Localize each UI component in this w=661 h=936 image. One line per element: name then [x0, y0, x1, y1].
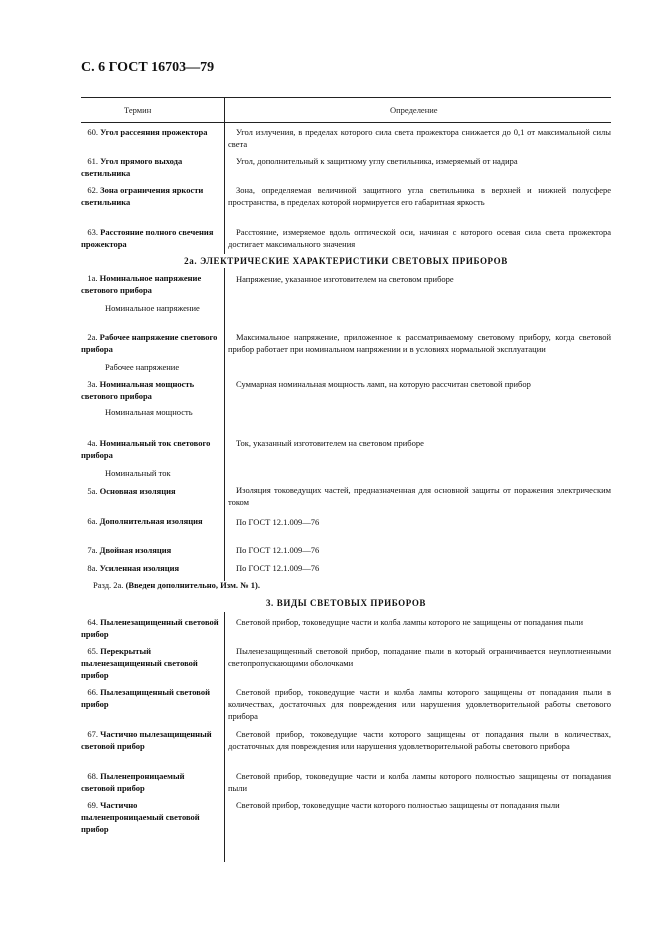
column-divider: [224, 97, 225, 254]
definition-text: Световой прибор, токоведущие части которого полностью защищены от попадания пыли: [236, 800, 560, 810]
term-label: Пыленепроницаемый световой прибор: [81, 771, 185, 793]
term-label: Угол прямого выхода светильника: [81, 156, 183, 178]
column-header-definition: Определение: [390, 105, 438, 115]
definition-text: Световой прибор, токоведущие части и колба лампы которого полностью защищены от попадания пыли: [228, 771, 611, 793]
term-label: Частично пыленепроницаемый световой прибор: [81, 800, 200, 834]
definition-text: Угол, дополнительный к защитному углу светильника, измеряемый от надира: [236, 156, 518, 166]
table-row: 69. Частично пыленепроницаемый световой прибор: [81, 800, 200, 834]
table-row: 65. Перекрытый пыленезащищенный световой прибор: [81, 646, 198, 680]
table-row: 67. Частично пылезащищенный световой прибор: [81, 729, 212, 751]
definition-text: Расстояние, измеряемое вдоль оптической оси, начиная с которого осевая сила света прожектора достигает максимального значения: [228, 227, 611, 249]
synonym-text: Номинальная мощность: [105, 407, 193, 417]
term-label: Угол рассеяния прожектора: [100, 127, 208, 137]
definition-text: Ток, указанный изготовителем на световом приборе: [236, 438, 424, 448]
definition-text: Световой прибор, токоведущие части которого защищены от попадания пыли в количествах, достаточных для повреждения или нарушения удовлетворительной работы светового прибора: [228, 729, 611, 751]
section-heading-3: 3. ВИДЫ СВЕТОВЫХ ПРИБОРОВ: [265, 598, 427, 608]
term-label: Пыленезащищенный световой прибор: [81, 617, 219, 639]
term-label: Зона ограничения яркости светильника: [81, 185, 204, 207]
table-row: 2а. Рабочее напряжение светового прибора: [81, 332, 218, 354]
synonym-text: Номинальный ток: [105, 468, 171, 478]
column-divider: [224, 612, 225, 862]
definition-text: Максимальное напряжение, приложенное к рассматриваемому световому прибору, когда световой прибор работает при номинальном напряжении и в условиях нормальной эксплуатации: [228, 332, 611, 354]
table-row: 4а. Номинальный ток светового прибора: [81, 438, 211, 460]
table-top-rule: [81, 97, 611, 98]
table-row: 60. Угол рассеяния прожектора: [87, 127, 208, 137]
definition-text: По ГОСТ 12.1.009—76: [236, 517, 320, 527]
term-label: Усиленная изоляция: [99, 563, 180, 573]
amendment-note: Разд. 2а. (Введен дополнительно, Изм. № 1).: [93, 580, 260, 590]
term-label: Основная изоляция: [99, 486, 176, 496]
term-label: Частично пылезащищенный световой прибор: [81, 729, 212, 751]
term-label: Двойная изоляция: [99, 545, 172, 555]
definition-text: Пыленезащищенный световой прибор, попадание пыли в который ограничивается неуплотненными светопропускающими оболочками: [228, 646, 611, 668]
table-row: 5а. Основная изоляция: [87, 486, 176, 496]
definition-text: Напряжение, указанное изготовителем на световом приборе: [236, 274, 454, 284]
synonym-text: Номинальное напряжение: [105, 303, 200, 313]
term-label: Номинальный ток светового прибора: [81, 438, 211, 460]
term-label: Номинальное напряжение светового прибора: [81, 273, 202, 295]
definition-text: Световой прибор, токоведущие части и колба лампы которого защищены от попадания пыли в количествах, достаточных для повреждения или нарушения удовлетворительной работы светового прибора: [228, 687, 611, 721]
definition-text: Угол излучения, в пределах которого сила света прожектора снижается до 0,1 от максимальной силы света: [228, 127, 611, 149]
definition-text: Световой прибор, токоведущие части и колба лампы которого не защищены от попадания пыли: [236, 617, 584, 627]
table-row: 66. Пылезащищенный световой прибор: [81, 687, 210, 709]
column-divider: [224, 268, 225, 581]
table-row: 63. Расстояние полного свечения прожектора: [81, 227, 214, 249]
table-row: 3а. Номинальная мощность светового прибора: [81, 379, 195, 401]
table-row: 7а. Двойная изоляция: [87, 545, 172, 555]
table-row: 1а. Номинальное напряжение светового прибора: [81, 273, 202, 295]
term-label: Пылезащищенный световой прибор: [81, 687, 210, 709]
term-label: Рабочее напряжение светового прибора: [81, 332, 218, 354]
term-label: Перекрытый пыленезащищенный световой прибор: [81, 646, 198, 680]
definition-text: Суммарная номинальная мощность ламп, на которую рассчитан световой прибор: [236, 379, 531, 389]
section-heading-2a: 2а. ЭЛЕКТРИЧЕСКИЕ ХАРАКТЕРИСТИКИ СВЕТОВЫХ ПРИБОРОВ: [184, 256, 508, 266]
table-row: 62. Зона ограничения яркости светильника: [81, 185, 204, 207]
column-header-term: Термин: [124, 105, 152, 115]
term-label: Номинальная мощность светового прибора: [81, 379, 195, 401]
definition-text: Изоляция токоведущих частей, предназначенная для основной защиты от поражения электрическим током: [228, 485, 611, 507]
table-row: 68. Пыленепроницаемый световой прибор: [81, 771, 185, 793]
definition-text: По ГОСТ 12.1.009—76: [236, 545, 320, 555]
table-row: 6а. Дополнительная изоляция: [87, 516, 203, 526]
page-title: С. 6 ГОСТ 16703—79: [81, 60, 215, 75]
definition-text: Зона, определяемая величиной защитного угла светильника в верхней и нижней полусфере пространства, в пределах которой нормируется его габаритная яркость: [228, 185, 611, 207]
table-row: 64. Пыленезащищенный световой прибор: [81, 617, 219, 639]
definition-text: По ГОСТ 12.1.009—76: [236, 563, 320, 573]
term-label: Расстояние полного свечения прожектора: [81, 227, 214, 249]
table-header-rule: [81, 122, 611, 123]
term-label: Дополнительная изоляция: [99, 516, 203, 526]
synonym-text: Рабочее напряжение: [105, 362, 180, 372]
table-row: 8а. Усиленная изоляция: [87, 563, 180, 573]
table-row: 61. Угол прямого выхода светильника: [81, 156, 183, 178]
